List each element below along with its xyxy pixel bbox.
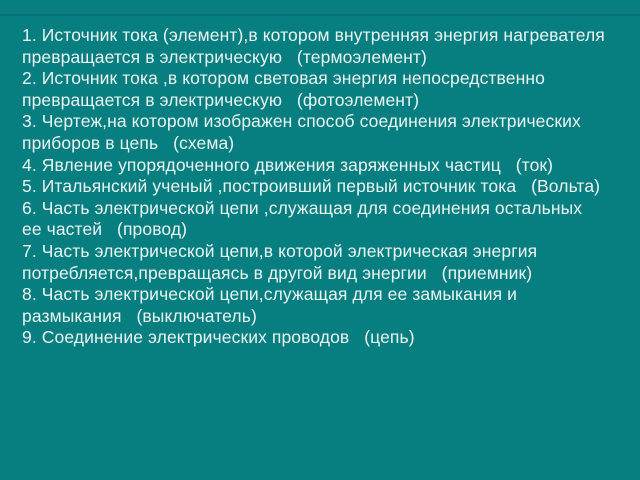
quiz-item-line: 1. Источник тока (элемент),в котором внутренняя энергия нагревателя	[22, 25, 605, 45]
quiz-question-list	[22, 25, 624, 349]
quiz-item	[22, 284, 624, 327]
quiz-item	[22, 176, 624, 198]
quiz-item-line: 2. Источник тока ,в котором световая энергия непосредственно	[22, 68, 545, 89]
quiz-item-line: 7. Часть электрической цепи,в которой электрическая энергия	[22, 240, 538, 261]
quiz-item	[22, 327, 624, 349]
quiz-item	[22, 155, 624, 177]
quiz-item-line: приборов в цепь (схема)	[22, 132, 235, 153]
quiz-item-line: ее частей (провод)	[22, 219, 188, 240]
quiz-item-line: превращается в электрическую (фотоэлемент)	[22, 89, 420, 110]
quiz-item	[22, 111, 624, 154]
quiz-item-line: размыкания (выключатель)	[22, 305, 257, 326]
quiz-item	[22, 198, 624, 241]
quiz-item-line: 8. Часть электрической цепи,служащая для ее замыкания и	[22, 284, 518, 305]
quiz-item	[22, 25, 624, 68]
quiz-item	[22, 68, 624, 111]
quiz-item-line: превращается в электрическую (термоэлемент)	[22, 46, 427, 67]
quiz-item-line: потребляется,превращаясь в другой вид энергии (приемник)	[22, 262, 533, 283]
quiz-item	[22, 241, 624, 284]
quiz-item-line: 9. Соединение электрических проводов (цепь)	[22, 327, 415, 348]
quiz-item-line: 3. Чертеж,на котором изображен способ соединения электрических	[22, 111, 581, 132]
quiz-item-line: 6. Часть электрической цепи ,служащая для соединения остальных	[22, 197, 583, 218]
slide-top-divider	[0, 14, 640, 16]
quiz-item-line: 4. Явление упорядоченного движения заряженных частиц (ток)	[22, 154, 554, 175]
quiz-item-line: 5. Итальянский ученый ,построивший первый источник тока (Вольта)	[22, 176, 601, 197]
